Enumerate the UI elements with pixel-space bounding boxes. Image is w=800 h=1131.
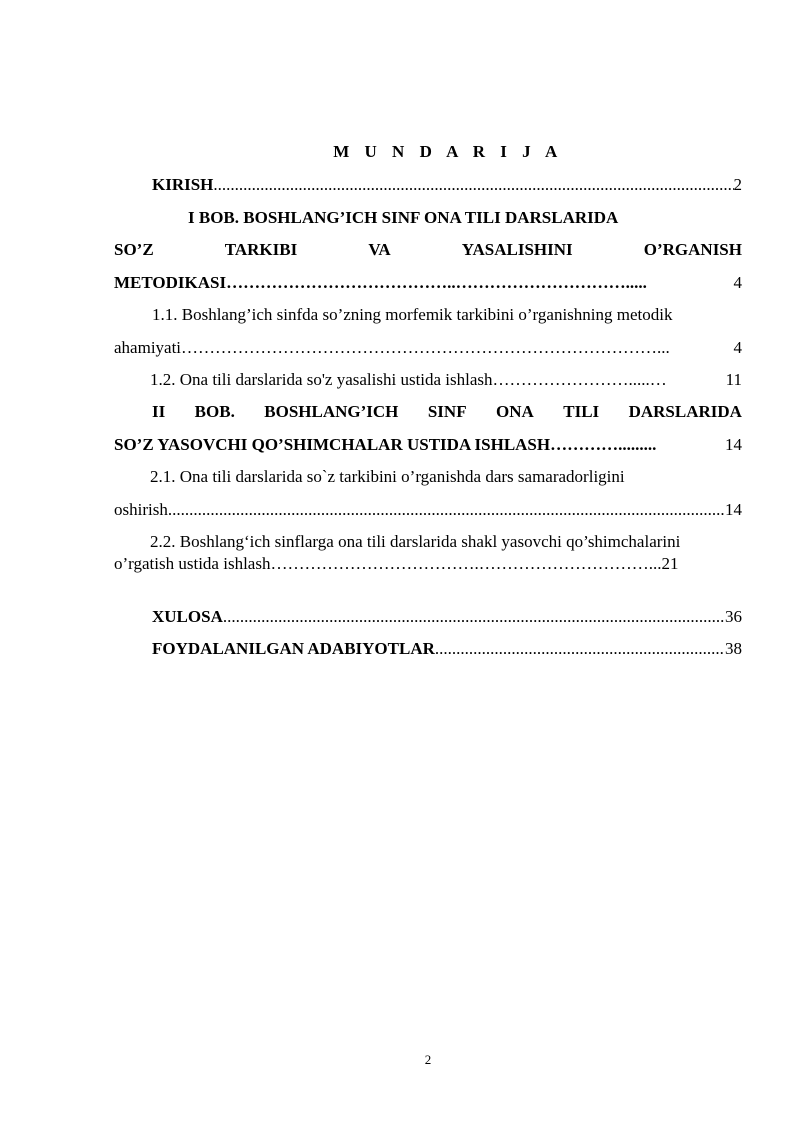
toc-leader: …………………………………..………………………….....: [226, 273, 647, 292]
toc-word: BOB.: [194, 402, 235, 421]
toc-leader: ……………………………….…………………………...: [270, 554, 662, 573]
toc-word: YASALISHINI: [461, 240, 573, 259]
toc-label: 1.1. Boshlang’ich sinfda so’zning morfemik tarkibini o’rganishning metodik: [152, 305, 673, 324]
toc-section-2-2-line-1: 2.2. Boshlang‘ich sinflarga ona tili darslarida shakl yasovchi qo’shimchalarini: [150, 532, 681, 551]
toc-chapter-2-line-2: [114, 433, 742, 457]
toc-entry-xulosa: [114, 605, 742, 629]
toc-leader: …………………………………………………………………………...: [181, 338, 670, 357]
toc-chapter-1-line-2: [114, 238, 742, 262]
toc-section-1-2: [114, 368, 742, 392]
toc-label: FOYDALANILGAN ADABIYOTLAR: [152, 639, 435, 658]
toc-page-number: 21: [661, 554, 679, 573]
toc-page-number: 14: [725, 500, 742, 519]
toc-label: XULOSA: [152, 607, 223, 626]
toc-section-1-1-line-2: [114, 336, 742, 360]
toc-label: 1.2. Ona tili darslarida so'z yasalishi ustida ishlash: [150, 370, 493, 389]
toc-entry-kirish: [114, 173, 742, 197]
toc-leader: ………….........: [550, 435, 657, 454]
toc-leader: [213, 173, 733, 197]
toc-label: ahamiyati: [114, 338, 182, 357]
toc-page-number: 11: [725, 370, 742, 389]
page-title: M U N D A R I J A: [333, 142, 563, 161]
toc-section-2-2-line-2: [114, 552, 742, 576]
toc-chapter-1-line-1: I BOB. BOSHLANG’ICH SINF ONA TILI DARSLARIDA: [188, 208, 619, 227]
toc-word: BOSHLANG’ICH: [264, 402, 399, 421]
toc-leader: …………………….....…: [492, 370, 667, 389]
toc-leader: [168, 498, 725, 522]
toc-leader: [435, 637, 725, 661]
toc-label: o’rgatish ustida ishlash: [114, 554, 271, 573]
toc-word: O’RGANISH: [643, 240, 742, 259]
toc-page-number: 14: [725, 435, 742, 454]
toc-chapter-1-line-3: [114, 271, 742, 295]
toc-page-number: 36: [725, 607, 742, 626]
toc-entry-adabiyotlar: [114, 637, 742, 661]
toc-word: II: [152, 402, 166, 421]
toc-word: ONA: [496, 402, 534, 421]
toc-word: TARKIBI: [224, 240, 298, 259]
toc-page-number: 4: [733, 273, 742, 292]
toc-section-2-1-line-1: 2.1. Ona tili darslarida so`z tarkibini o’rganishda dars samaradorligini: [150, 467, 625, 486]
toc-page-number: 4: [733, 338, 742, 357]
toc-chapter-2-line-1: [114, 400, 742, 424]
toc-word: TILI: [563, 402, 600, 421]
toc-label: KIRISH: [152, 175, 214, 194]
toc-page-number: 2: [733, 175, 742, 194]
toc-label: oshirish: [114, 500, 168, 519]
page-number: 2: [424, 1052, 432, 1067]
toc-section-1-1-line-1: [114, 303, 742, 327]
toc-section-2-1-line-2: [114, 498, 742, 522]
toc-word: DARSLARIDA: [628, 402, 742, 421]
toc-leader: [223, 605, 725, 629]
toc-word: SINF: [427, 402, 467, 421]
toc-page-number: 38: [725, 639, 742, 658]
toc-label: SO’Z YASOVCHI QO’SHIMCHALAR USTIDA ISHLASH: [114, 435, 551, 454]
toc-word: SO’Z: [114, 240, 154, 259]
toc-word: VA: [368, 240, 391, 259]
toc-label: METODIKASI: [114, 273, 227, 292]
